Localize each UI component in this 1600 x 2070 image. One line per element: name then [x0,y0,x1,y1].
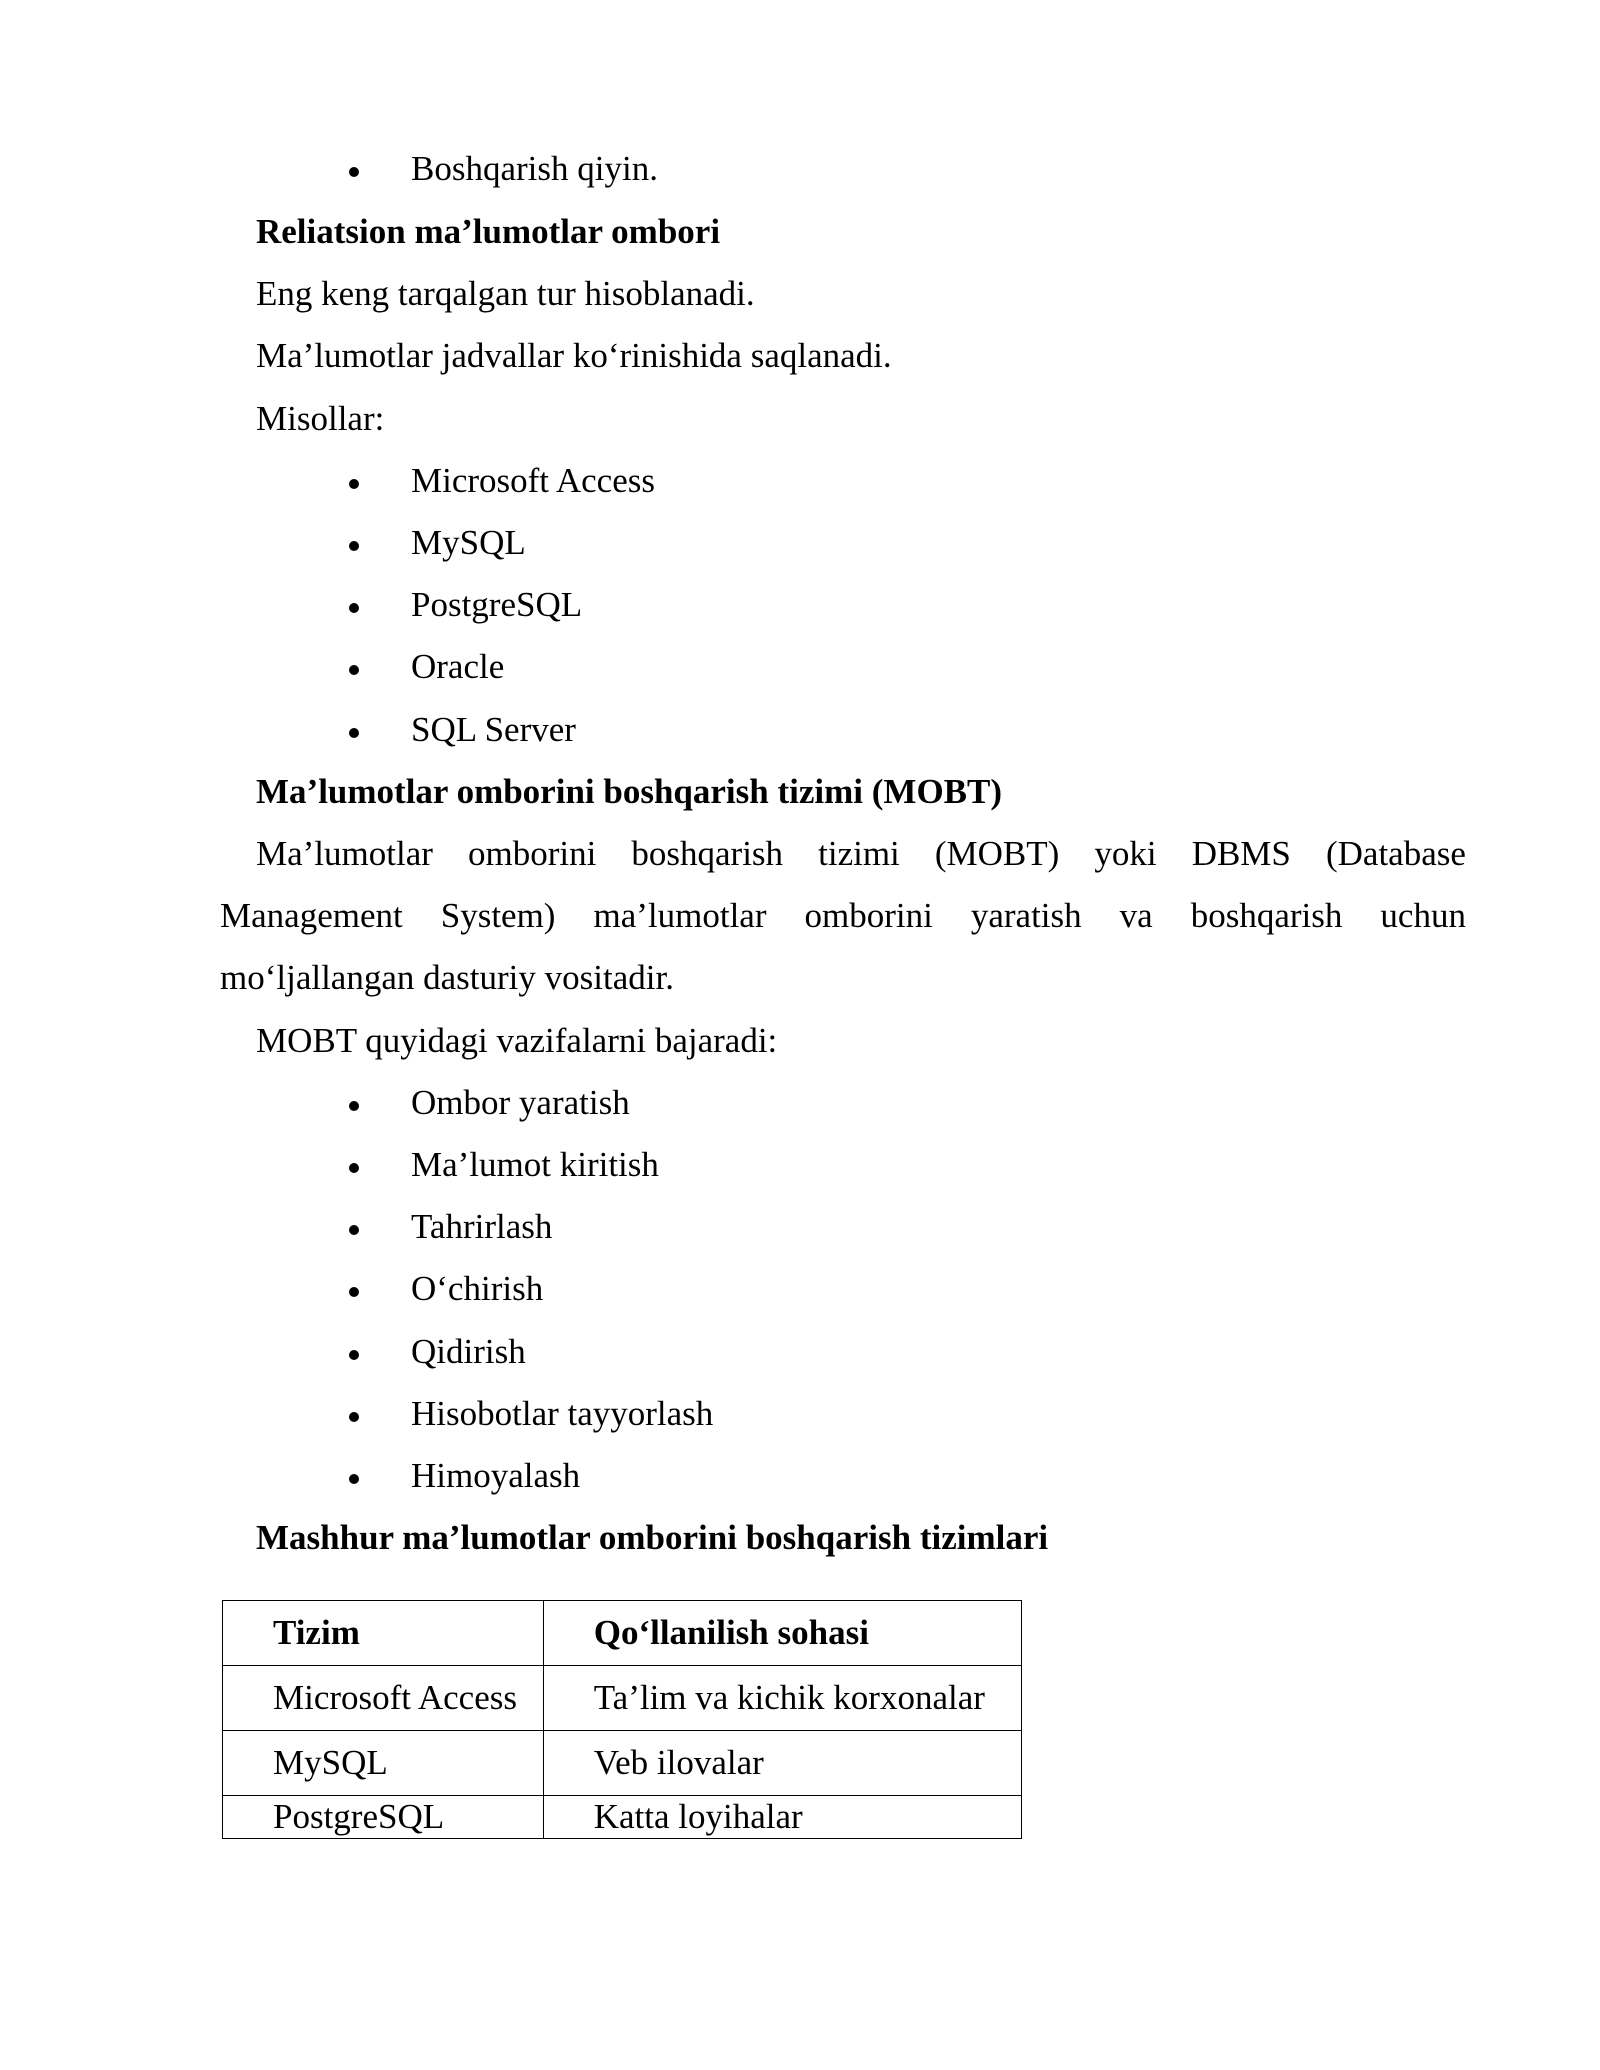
table-cell: MySQL [223,1731,544,1796]
paragraph-line: Eng keng tarqalgan tur hisoblanadi. [256,274,755,313]
table-header-cell: Tizim [223,1601,544,1666]
table-row [223,1666,1022,1731]
word: Ma’lumotlar [256,834,433,873]
list-item: Tahrirlash [411,1207,553,1246]
word: omborini [467,834,597,873]
list-item: Microsoft Access [411,461,655,500]
bullet-marker [349,167,359,177]
table-cell: Katta loyihalar [543,1796,1021,1839]
paragraph-line: mo‘ljallangan dasturiy vositadir. [220,958,674,997]
word: tizimi [818,834,900,873]
list-item: PostgreSQL [411,585,583,624]
section-heading-relational: Reliatsion ma’lumotlar ombori [256,212,721,251]
section-heading-popular: Mashhur ma’lumotlar omborini boshqarish tizimlari [256,1518,1049,1557]
word: (MOBT) [934,834,1060,873]
bullet-marker [349,728,359,738]
list-item: Qidirish [411,1332,526,1371]
paragraph-line [256,834,1466,874]
table-header-row [223,1601,1022,1666]
word: va [1119,896,1153,935]
bullet-marker [349,603,359,613]
word: System) [440,896,556,935]
word: boshqarish [631,834,784,873]
list-item: Himoyalash [411,1456,581,1495]
word: DBMS [1191,834,1291,873]
paragraph-line: Ma’lumotlar jadvallar ko‘rinishida saqlanadi. [256,336,892,375]
list-item: Ma’lumot kiritish [411,1145,659,1184]
list-item: Ombor yaratish [411,1083,630,1122]
bullet-marker [349,1474,359,1484]
bullet-marker [349,1225,359,1235]
bullet-marker [349,1412,359,1422]
bullet-marker [349,1350,359,1360]
bullet-marker [349,1163,359,1173]
table-cell: Ta’lim va kichik korxonalar [543,1666,1021,1731]
word: Management [220,896,403,935]
systems-table [222,1600,1022,1839]
bullet-marker [349,479,359,489]
bullet-marker [349,1101,359,1111]
bullet-marker [349,1287,359,1297]
table-header-cell: Qo‘llanilish sohasi [543,1601,1021,1666]
list-item: SQL Server [411,710,576,749]
table-cell: PostgreSQL [223,1796,544,1839]
table-row [223,1731,1022,1796]
word: ma’lumotlar [593,896,767,935]
table-cell: Veb ilovalar [543,1731,1021,1796]
word: yoki [1094,834,1157,873]
tasks-intro: MOBT quyidagi vazifalarni bajaradi: [256,1021,778,1060]
list-item: Boshqarish qiyin. [411,149,658,188]
word: boshqarish [1190,896,1343,935]
word: omborini [804,896,933,935]
list-item: O‘chirish [411,1269,544,1308]
examples-label: Misollar: [256,399,385,438]
list-item: Hisobotlar tayyorlash [411,1394,714,1433]
table-row [223,1796,1022,1839]
bullet-marker [349,541,359,551]
table-cell: Microsoft Access [223,1666,544,1731]
word: uchun [1380,896,1466,935]
section-heading-mobt: Ma’lumotlar omborini boshqarish tizimi (MOBT) [256,772,1003,811]
list-item: Oracle [411,647,505,686]
word: (Database [1325,834,1466,873]
bullet-marker [349,665,359,675]
word: yaratish [970,896,1082,935]
paragraph-line [220,896,1466,936]
list-item: MySQL [411,523,526,562]
